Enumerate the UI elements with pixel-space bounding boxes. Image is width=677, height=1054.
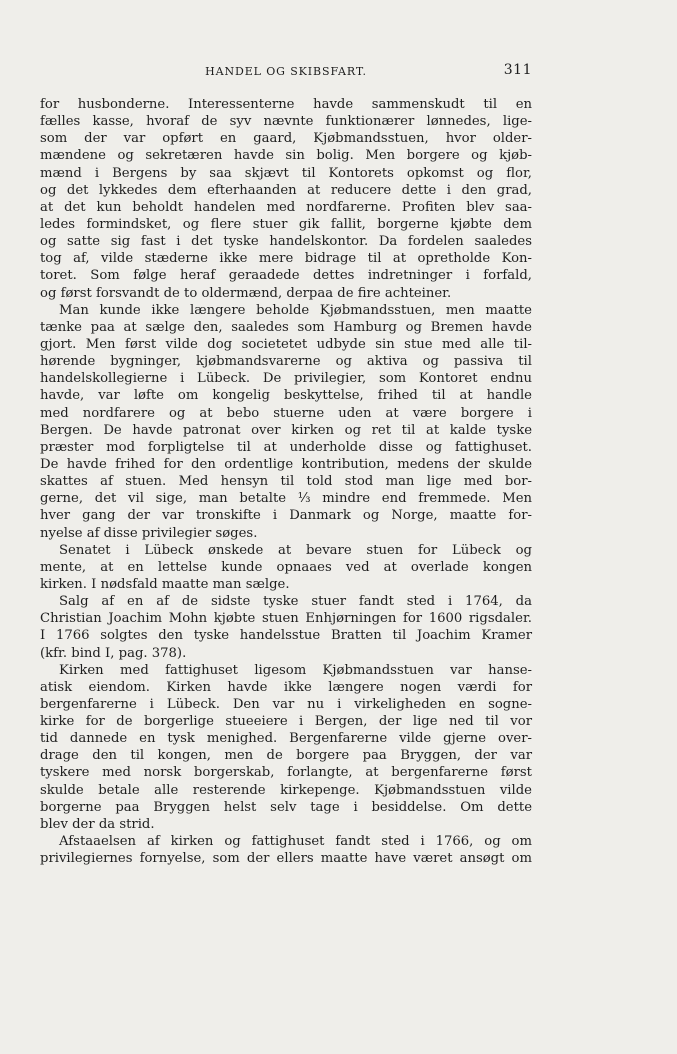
text-line: gerne, det vil sige, man betalte ⅓ mindre end fremmede. Men: [40, 491, 532, 507]
text-line: Salg af en af de sidste tyske stuer fandt sted i 1764, da: [59, 594, 532, 610]
text-line: at det kun beholdt handelen med nordfarerne. Profiten blev saa-: [40, 199, 532, 215]
text-line: borgerne paa Bryggen helst selv tage i besiddelse. Om dette: [40, 799, 532, 815]
text-line: privilegiernes fornyelse, som der ellers maatte have været ansøgt om: [40, 851, 532, 867]
text-line: drage den til kongen, men de borgere paa Bryggen, der var: [40, 748, 532, 764]
text-line: Kirken med fattighuset ligesom Kjøbmandsstuen var hanse-: [59, 662, 532, 678]
text-line: Afstaaelsen af kirken og fattighuset fandt sted i 1766, og om: [59, 834, 532, 850]
text-line: ledes formindsket, og flere stuer gik fallit, borgerne kjøbte dem: [40, 216, 532, 232]
text-line: atisk eiendom. Kirken havde ikke længere nogen værdi for: [40, 679, 532, 695]
text-line: kirken. I nødsfald maatte man sælge.: [40, 576, 290, 592]
text-line: bergenfarerne i Lübeck. Den var nu i virkeligheden en sogne-: [40, 696, 532, 712]
text-line: med nordfarere og at bebo stuerne uden at være borgere i: [40, 405, 532, 421]
text-line: Man kunde ikke længere beholde Kjøbmandsstuen, men maatte: [59, 302, 532, 318]
text-line: og det lykkedes dem efterhaanden at reducere dette i den grad,: [40, 182, 532, 198]
text-line: fælles kasse, hvoraf de syv nævnte funktionærer lønnedes, lige-: [40, 114, 532, 130]
text-line: hørende bygninger, kjøbmandsvarerne og aktiva og passiva til: [40, 354, 532, 370]
text-line: gjort. Men først vilde dog societetet udbyde sin stue med alle til-: [40, 336, 532, 352]
body-text: [40, 96, 532, 867]
text-line: toret. Som følge heraf geraadede dettes indretninger i forfald,: [40, 268, 532, 284]
text-line: hver gang der var tronskifte i Danmark og Norge, maatte for-: [40, 508, 532, 524]
text-line: mænd i Bergens by saa skjævt til Kontorets opkomst og flor,: [40, 165, 532, 181]
text-line: for husbonderne. Interessenterne havde sammenskudt til en: [40, 97, 532, 112]
text-line: kirke for de borgerlige stueeiere i Bergen, der lige ned til vor: [40, 714, 532, 730]
text-line: Bergen. De havde patronat over kirken og ret til at kalde tyske: [40, 422, 532, 438]
text-line: skattes af stuen. Med hensyn til told stod man lige med bor-: [40, 474, 532, 490]
text-line: (kfr. bind I, pag. 378).: [40, 645, 187, 661]
page-header: [40, 62, 532, 84]
text-line: som der var opført en gaard, Kjøbmandsstuen, hvor older-: [40, 131, 532, 147]
text-line: tænke paa at sælge den, saaledes som Hamburg og Bremen havde: [40, 319, 532, 335]
text-line: handelskollegierne i Lübeck. De privilegier, som Kontoret endnu: [40, 371, 532, 387]
running-title: HANDEL OG SKIBSFART.: [205, 65, 367, 78]
text-line: præster mod forpligtelse til at underholde disse og fattighuset.: [40, 439, 532, 455]
text-line: og satte sig fast i det tyske handelskontor. Da fordelen saaledes: [40, 234, 532, 250]
text-line: blev der da strid.: [40, 816, 155, 832]
book-page: [40, 62, 532, 867]
text-line: mente, at en lettelse kunde opnaaes ved at overlade kongen: [40, 559, 532, 575]
text-line: De havde frihed for den ordentlige kontribution, medens der skulde: [40, 456, 532, 472]
text-line: og først forsvandt de to oldermænd, derpaa de fire achteiner.: [40, 285, 452, 301]
page-number: 311: [503, 62, 532, 78]
text-line: tog af, vilde stæderne ikke mere bidrage til at opretholde Kon-: [40, 251, 532, 267]
text-line: tid dannede en tysk menighed. Bergenfarerne vilde gjerne over-: [40, 731, 532, 747]
text-line: I 1766 solgtes den tyske handelsstue Bratten til Joachim Kramer: [40, 628, 532, 644]
text-line: nyelse af disse privilegier søges.: [40, 525, 258, 541]
text-line: havde, var løfte om kongelig beskyttelse, frihed til at handle: [40, 388, 532, 404]
text-line: mændene og sekretæren havde sin bolig. Men borgere og kjøb-: [40, 148, 532, 164]
text-line: Christian Joachim Mohn kjøbte stuen Enhjørningen for 1600 rigsdaler.: [40, 611, 532, 627]
text-line: tyskere med norsk borgerskab, forlangte, at bergenfarerne først: [40, 765, 532, 781]
text-line: Senatet i Lübeck ønskede at bevare stuen for Lübeck og: [59, 542, 532, 558]
text-line: skulde betale alle resterende kirkepenge. Kjøbmandsstuen vilde: [40, 782, 532, 798]
